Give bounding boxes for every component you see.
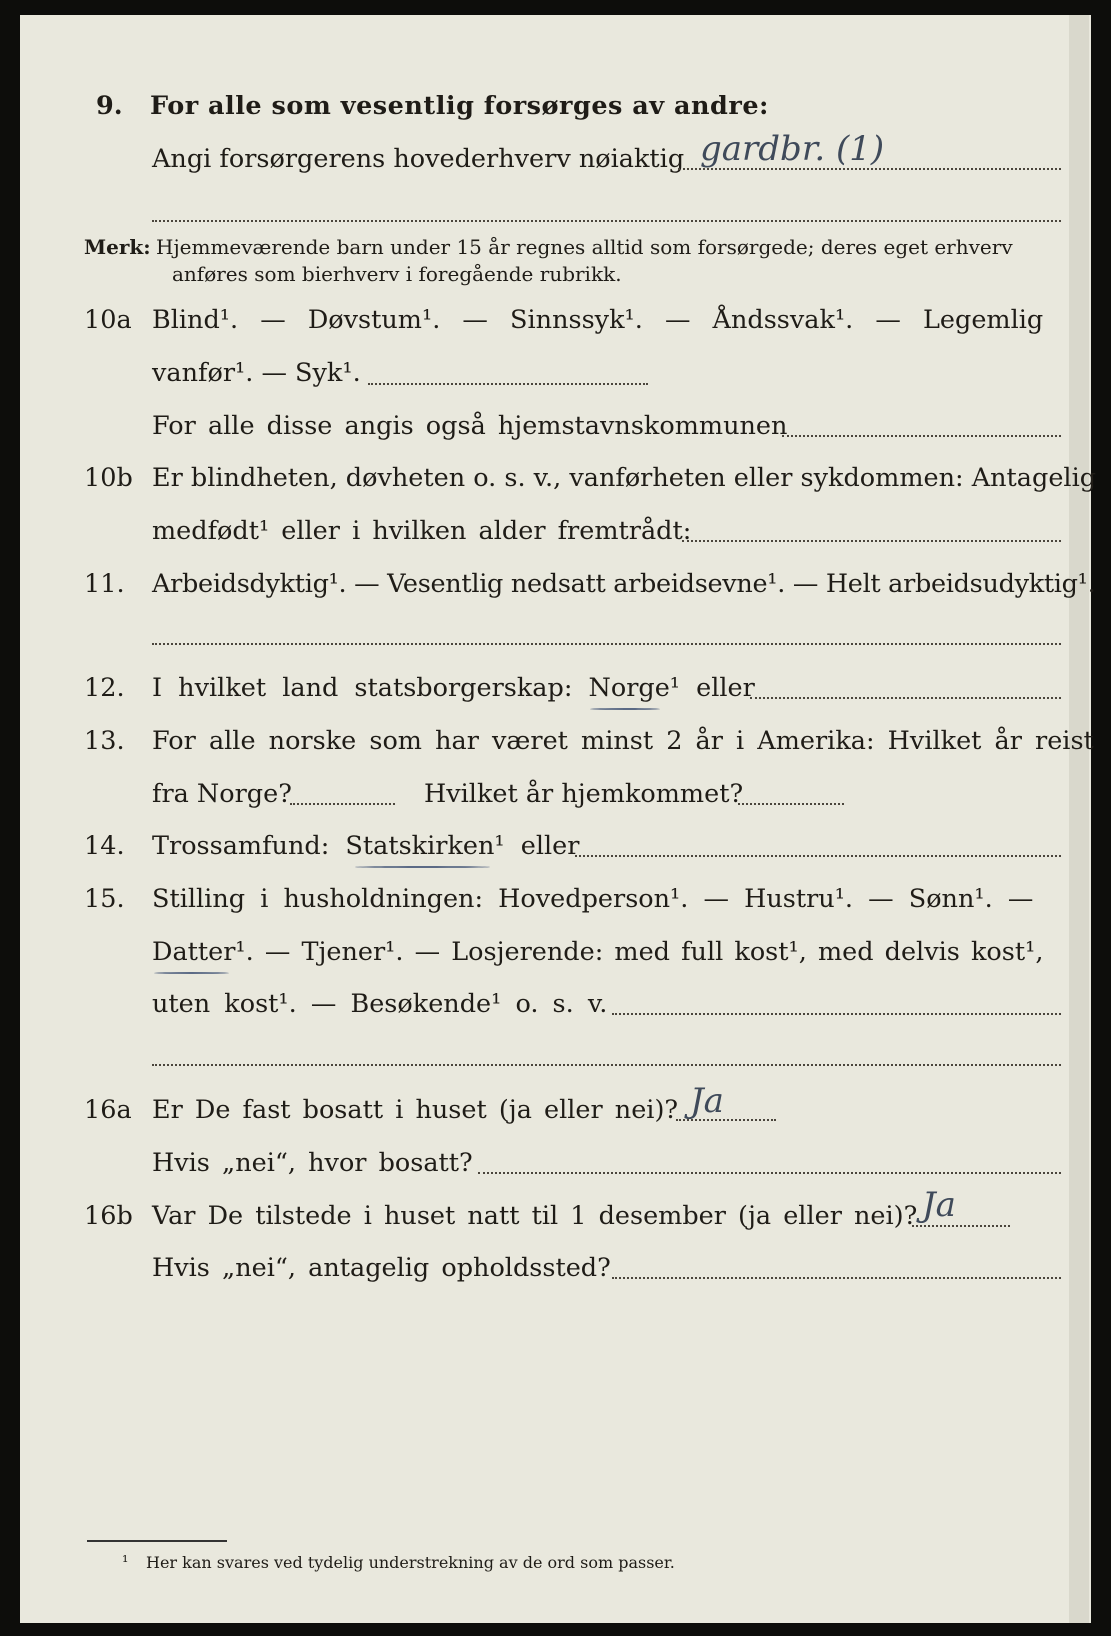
merk-label: Merk: (84, 235, 151, 259)
footnote-text: Her kan svares ved tydelig understrekning av de ord som passer. (146, 1553, 675, 1572)
q16b-probable-stay: Hvis „nei“, antagelig opholdssted? (152, 1253, 611, 1283)
q16a-where-residing: Hvis „nei“, hvor bosatt? (152, 1148, 473, 1178)
q13-number: 13. (84, 726, 125, 756)
q14-question: Trossamfund: Statskirken¹ eller (152, 831, 580, 861)
q15-answer-line[interactable] (612, 1013, 1061, 1015)
q11-answer-line[interactable] (152, 643, 1061, 645)
q15-datter-underline (154, 972, 229, 974)
q12-question: I hvilket land statsborgerskap: Norge¹ eller (152, 673, 755, 703)
q14-statskirken-underline (355, 866, 490, 868)
q9-question: Angi forsørgerens hovederhverv nøiaktig (152, 144, 685, 174)
q10a-options-1: Blind¹. — Døvstum¹. — Sinnssyk¹. — Åndssvak¹. — Legemlig (152, 305, 1044, 335)
page-edge (1069, 15, 1089, 1623)
q15-options-1: Stilling i husholdningen: Hovedperson¹. — Hustru¹. — Sønn¹. — (152, 884, 1034, 914)
q11-number: 11. (84, 569, 125, 599)
q16a-number: 16a (84, 1095, 132, 1125)
q15-number: 15. (84, 884, 125, 914)
merk-text-2: anføres som bierhverv i foregående rubrikk. (172, 262, 622, 286)
q13-departure-year-line[interactable] (290, 803, 395, 805)
q16b-number: 16b (84, 1201, 133, 1231)
footnote-rule (87, 1540, 227, 1542)
merk-text-1: Hjemmeværende barn under 15 år regnes alltid som forsørgede; deres eget erhverv (156, 235, 1013, 259)
q12-number: 12. (84, 673, 125, 703)
q10b-number: 10b (84, 463, 133, 493)
q10a-number: 10a (84, 305, 132, 335)
q10b-answer-line[interactable] (682, 540, 1061, 542)
q16a-question: Er De fast bosatt i huset (ja eller nei)? (152, 1095, 679, 1125)
q16b-question: Var De tilstede i huset natt til 1 desember (ja eller nei)? (152, 1201, 918, 1231)
q12-norge-underline (590, 708, 660, 710)
q10a-municipality-line[interactable] (782, 435, 1061, 437)
q15-answer-line-2[interactable] (152, 1064, 1061, 1066)
q9-handwritten-answer: gardbr. (1) (700, 129, 885, 169)
q16b-handwritten-answer: Ja (922, 1185, 956, 1225)
q16b-stay-line[interactable] (612, 1277, 1061, 1279)
q16a-residence-line[interactable] (478, 1172, 1061, 1174)
q15-options-2: Datter¹. — Tjener¹. — Losjerende: med full kost¹, med delvis kost¹, (152, 937, 1044, 967)
q11-options: Arbeidsdyktig¹. — Vesentlig nedsatt arbeidsevne¹. — Helt arbeidsudyktig¹. (152, 569, 1096, 599)
q13-return-year-line[interactable] (738, 803, 844, 805)
q10a-answer-line[interactable] (368, 383, 648, 385)
q13-question-1: For alle norske som har været minst 2 år i Amerika: Hvilket år reist (152, 726, 1094, 756)
q10b-question-1: Er blindheten, døvheten o. s. v., vanførheten eller sykdommen: Antagelig (152, 463, 1097, 493)
q13-left-from-norway: fra Norge? (152, 779, 292, 809)
q16a-handwritten-answer: Ja (690, 1081, 724, 1121)
q13-returned-year: Hvilket år hjemkommet? (424, 779, 744, 809)
q10a-home-municipality: For alle disse angis også hjemstavnskommunen (152, 411, 788, 441)
q14-answer-line[interactable] (575, 855, 1061, 857)
q10a-options-2: vanfør¹. — Syk¹. (152, 358, 361, 388)
footnote-mark: ¹ (122, 1552, 129, 1571)
q9-number: 9. (96, 91, 123, 121)
q10b-question-2: medfødt¹ eller i hvilken alder fremtrådt: (152, 516, 692, 546)
q9-heading: For alle som vesentlig forsørges av andre: (150, 91, 769, 121)
q16b-answer-line[interactable] (912, 1225, 1010, 1227)
q9-answer-line-2[interactable] (152, 220, 1061, 222)
q14-number: 14. (84, 831, 125, 861)
q15-options-3: uten kost¹. — Besøkende¹ o. s. v. (152, 989, 608, 1019)
q12-answer-line[interactable] (750, 697, 1061, 699)
